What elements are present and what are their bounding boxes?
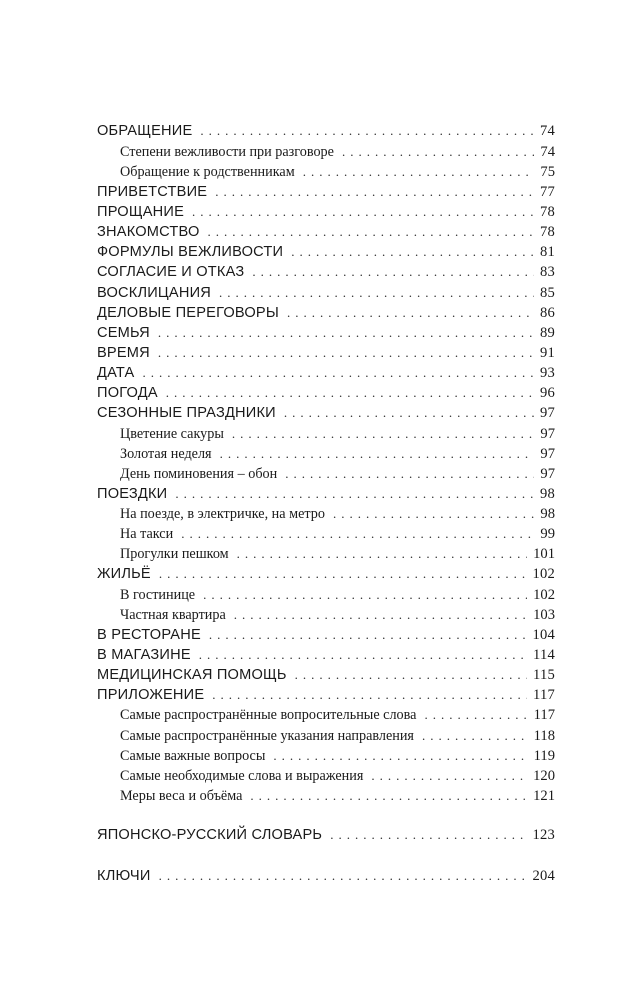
toc-entry-title: В РЕСТОРАНЕ xyxy=(97,627,201,643)
toc-page-number: 204 xyxy=(532,868,555,884)
toc-page-number: 97 xyxy=(540,405,555,421)
toc-leader-dots xyxy=(166,383,534,403)
toc-subentry[interactable] xyxy=(120,504,555,524)
toc-leader-dots xyxy=(158,343,534,363)
toc-page-number: 119 xyxy=(533,748,555,764)
toc-leader-dots xyxy=(284,403,534,423)
toc-leader-dots xyxy=(158,323,534,343)
toc-leader-dots xyxy=(219,283,534,303)
toc-entry[interactable] xyxy=(97,685,555,705)
toc-leader-dots xyxy=(330,825,526,845)
toc-leader-dots xyxy=(159,564,527,584)
toc-page-number: 118 xyxy=(533,728,555,744)
toc-entry[interactable] xyxy=(97,303,555,323)
toc-entry[interactable] xyxy=(97,625,555,645)
toc-leader-dots xyxy=(159,866,527,886)
toc-page-number: 93 xyxy=(540,365,555,381)
toc-page-number: 85 xyxy=(540,285,555,301)
toc-page-number: 104 xyxy=(532,627,555,643)
toc-subentry[interactable] xyxy=(120,786,555,806)
toc-entry[interactable] xyxy=(97,222,555,242)
toc-entry-title: Самые необходимые слова и выражения xyxy=(120,768,364,784)
toc-page-number: 74 xyxy=(540,123,555,139)
toc-entry[interactable] xyxy=(97,564,555,584)
toc-page-number: 83 xyxy=(540,264,555,280)
toc-subentry[interactable] xyxy=(120,162,555,182)
toc-leader-dots xyxy=(215,182,534,202)
toc-page-number: 74 xyxy=(540,144,555,160)
toc-entry-title: В гостинице xyxy=(120,587,196,603)
toc-page-number: 97 xyxy=(540,466,555,482)
toc-page-number: 86 xyxy=(540,305,555,321)
toc-page-number: 78 xyxy=(540,224,555,240)
toc-leader-dots xyxy=(220,444,535,464)
toc-entry[interactable] xyxy=(97,383,555,403)
toc-page-number: 103 xyxy=(533,607,555,623)
toc-entry[interactable] xyxy=(97,283,555,303)
toc-entry-title: В МАГАЗИНЕ xyxy=(97,647,191,663)
toc-subentry[interactable] xyxy=(120,705,555,725)
toc-page-number: 120 xyxy=(533,768,555,784)
toc-page-number: 96 xyxy=(540,385,555,401)
toc-entry[interactable] xyxy=(97,323,555,343)
toc-subentry[interactable] xyxy=(120,464,555,484)
toc-entry[interactable] xyxy=(97,484,555,504)
toc-leader-dots xyxy=(209,625,527,645)
toc-leader-dots xyxy=(252,262,534,282)
toc-entry-title: День поминовения – обон xyxy=(120,466,278,482)
toc-entry-title: ПОГОДА xyxy=(97,385,158,401)
toc-leader-dots xyxy=(199,645,527,665)
toc-page-number: 81 xyxy=(540,244,555,260)
toc-entry[interactable] xyxy=(97,403,555,423)
toc-entry[interactable] xyxy=(97,343,555,363)
toc-entry-title: Прогулки пешком xyxy=(120,546,229,562)
toc-entry[interactable] xyxy=(97,665,555,685)
toc-entry-title: СЕЗОННЫЕ ПРАЗДНИКИ xyxy=(97,405,276,421)
toc-leader-dots xyxy=(212,685,527,705)
toc-entry[interactable] xyxy=(97,202,555,222)
toc-page-number: 89 xyxy=(540,325,555,341)
toc-leader-dots xyxy=(234,605,527,625)
toc-subentry[interactable] xyxy=(120,524,555,544)
toc-entry-title: ДАТА xyxy=(97,365,135,381)
toc-leader-dots xyxy=(287,303,534,323)
toc-entry-title: СЕМЬЯ xyxy=(97,325,150,341)
toc-leader-dots xyxy=(237,544,527,564)
toc-subentry[interactable] xyxy=(120,726,555,746)
toc-subentry[interactable] xyxy=(120,766,555,786)
toc-leader-dots xyxy=(424,705,527,725)
toc-entry-title: ФОРМУЛЫ ВЕЖЛИВОСТИ xyxy=(97,244,284,260)
toc-subentry[interactable] xyxy=(120,424,555,444)
toc-entry-title: СОГЛАСИЕ И ОТКАЗ xyxy=(97,264,245,280)
toc-leader-dots xyxy=(291,242,534,262)
toc-entry-title: ОБРАЩЕНИЕ xyxy=(97,123,193,139)
toc-leader-dots xyxy=(342,142,534,162)
toc-page-number: 98 xyxy=(540,506,555,522)
toc-leader-dots xyxy=(371,766,527,786)
toc-leader-dots xyxy=(273,746,527,766)
toc-page-number: 121 xyxy=(533,788,555,804)
toc-page-number: 102 xyxy=(533,587,555,603)
toc-page-number: 98 xyxy=(540,486,555,502)
toc-page-number: 117 xyxy=(533,707,555,723)
toc-leader-dots xyxy=(232,424,535,444)
toc-leader-dots xyxy=(295,665,527,685)
toc-entry-title: ЯПОНСКО-РУССКИЙ СЛОВАРЬ xyxy=(97,827,323,843)
toc-leader-dots xyxy=(303,162,535,182)
toc-entry-title: КЛЮЧИ xyxy=(97,868,151,884)
toc-page-number: 75 xyxy=(540,164,555,180)
toc-leader-dots xyxy=(175,484,534,504)
toc-subentry[interactable] xyxy=(120,444,555,464)
toc-leader-dots xyxy=(192,202,534,222)
toc-page-number: 115 xyxy=(533,667,555,683)
toc-leader-dots xyxy=(422,726,528,746)
toc-entry-title: ВРЕМЯ xyxy=(97,345,150,361)
toc-page-number: 77 xyxy=(540,184,555,200)
toc-page-number: 78 xyxy=(540,204,555,220)
toc-leader-dots xyxy=(142,363,534,383)
toc-subentry[interactable] xyxy=(120,746,555,766)
toc-entry-title: Меры веса и объёма xyxy=(120,788,243,804)
toc-entry[interactable] xyxy=(97,242,555,262)
toc-leader-dots xyxy=(285,464,534,484)
toc-page-number: 101 xyxy=(533,546,555,562)
toc-subentry[interactable] xyxy=(120,544,555,564)
toc-page-number: 102 xyxy=(532,566,555,582)
toc-entry-title: На поезде, в электричке, на метро xyxy=(120,506,325,522)
toc-leader-dots xyxy=(250,786,527,806)
toc-entry[interactable] xyxy=(97,825,555,845)
toc-entry-title: ДЕЛОВЫЕ ПЕРЕГОВОРЫ xyxy=(97,305,279,321)
toc-entry-title: МЕДИЦИНСКАЯ ПОМОЩЬ xyxy=(97,667,287,683)
toc-entry[interactable] xyxy=(97,866,555,886)
toc-leader-dots xyxy=(208,222,534,242)
toc-page-number: 91 xyxy=(540,345,555,361)
toc-entry-title: ПОЕЗДКИ xyxy=(97,486,168,502)
toc-entry[interactable] xyxy=(97,182,555,202)
toc-entry[interactable] xyxy=(97,363,555,383)
toc-page-number: 97 xyxy=(540,426,555,442)
toc-entry-title: ПРИЛОЖЕНИЕ xyxy=(97,687,205,703)
toc-entry-title: Степени вежливости при разговоре xyxy=(120,144,334,160)
toc-page-number: 114 xyxy=(533,647,555,663)
toc-entry-title: Частная квартира xyxy=(120,607,226,623)
toc-subentry[interactable] xyxy=(120,585,555,605)
toc-entry[interactable] xyxy=(97,121,555,141)
toc-entry-title: Золотая неделя xyxy=(120,446,212,462)
toc-page-number: 117 xyxy=(533,687,555,703)
toc-leader-dots xyxy=(181,524,534,544)
toc-entry-title: ВОСКЛИЦАНИЯ xyxy=(97,285,212,301)
toc-entry[interactable] xyxy=(97,262,555,282)
toc-entry-title: ПРИВЕТСТВИЕ xyxy=(97,184,208,200)
toc-subentry[interactable] xyxy=(120,142,555,162)
toc-page-number: 97 xyxy=(540,446,555,462)
toc-entry-title: ПРОЩАНИЕ xyxy=(97,204,185,220)
toc-leader-dots xyxy=(333,504,534,524)
toc-entry-title: Самые распространённые вопросительные слова xyxy=(120,707,417,723)
toc-entry-title: Самые распространённые указания направления xyxy=(120,728,414,744)
toc-page-number: 123 xyxy=(532,827,555,843)
toc-entry-title: Цветение сакуры xyxy=(120,426,224,442)
toc-page-number: 99 xyxy=(540,526,555,542)
toc-subentry[interactable] xyxy=(120,605,555,625)
toc-entry-title: ЗНАКОМСТВО xyxy=(97,224,200,240)
toc-entry-title: Обращение к родственникам xyxy=(120,164,295,180)
toc-leader-dots xyxy=(203,585,527,605)
toc-entry-title: Самые важные вопросы xyxy=(120,748,266,764)
toc-entry[interactable] xyxy=(97,645,555,665)
toc-leader-dots xyxy=(200,121,534,141)
toc-entry-title: ЖИЛЬЁ xyxy=(97,566,151,582)
toc-entry-title: На такси xyxy=(120,526,174,542)
